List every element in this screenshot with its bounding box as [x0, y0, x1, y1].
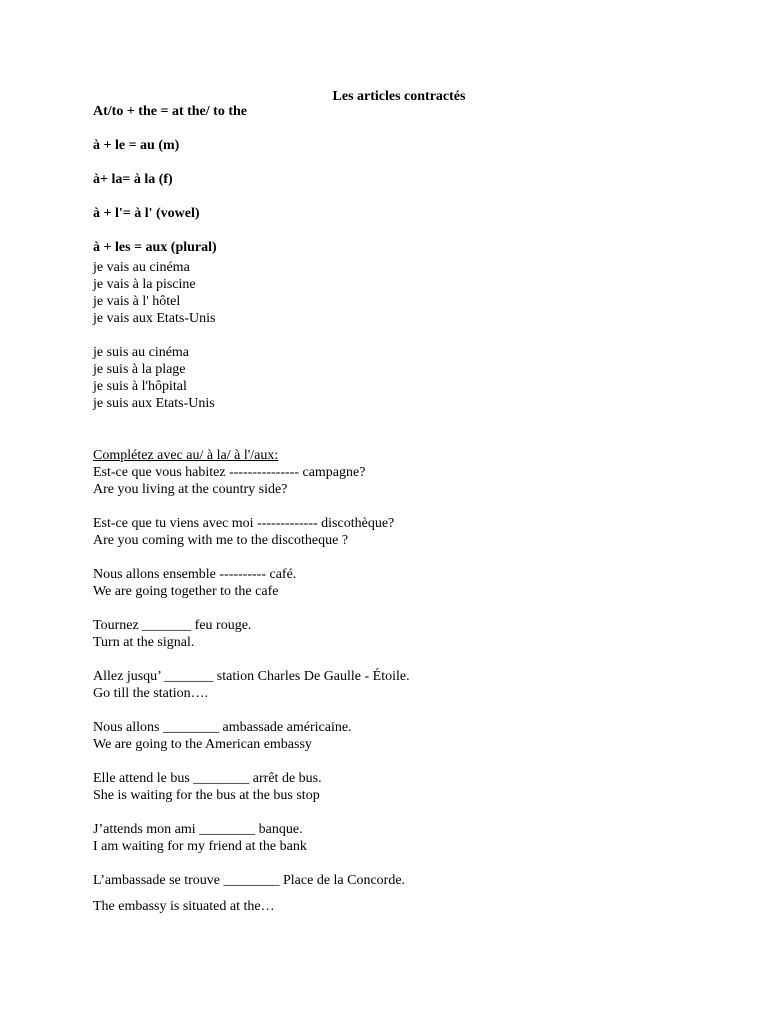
rule-line: à + le = au (m) [93, 138, 180, 153]
document-body [93, 103, 733, 915]
example-line: je vais au cinéma [93, 260, 190, 275]
exercise-french: Nous allons ensemble ---------- café. [93, 567, 297, 582]
rule-line: à + l'= à l' (vowel) [93, 206, 200, 221]
exercise-english: We are going to the American embassy [93, 737, 312, 752]
exercise-english: Go till the station…. [93, 686, 209, 701]
exercise-french: Allez jusqu’ _______ station Charles De Gaulle - Étoile. [93, 669, 410, 684]
exercise-english: I am waiting for my friend at the bank [93, 839, 307, 854]
exercise-french: Est-ce que vous habitez --------------- campagne? [93, 465, 366, 480]
example-line: je suis à l'hôpital [93, 379, 187, 394]
exercise-english: We are going together to the cafe [93, 584, 279, 599]
rule-line: At/to + the = at the/ to the [93, 104, 247, 119]
exercise-french: Nous allons ________ ambassade américaine. [93, 720, 352, 735]
exercise-english: The embassy is situated at the… [93, 899, 275, 914]
example-line: je vais aux Etats-Unis [93, 311, 216, 326]
examples-etre [93, 344, 733, 412]
exercise-heading: Complétez avec au/ à la/ à l'/aux: [93, 448, 279, 463]
exercise-french: L’ambassade se trouve ________ Place de la Concorde. [93, 873, 406, 888]
rule-line: à + les = aux (plural) [93, 240, 217, 255]
exercise-french: Elle attend le bus ________ arrêt de bus. [93, 771, 322, 786]
example-line: je suis au cinéma [93, 345, 190, 360]
exercise-english: She is waiting for the bus at the bus stop [93, 788, 320, 803]
example-line: je suis aux Etats-Unis [93, 396, 215, 411]
examples-aller [93, 259, 733, 327]
exercise-english: Are you living at the country side? [93, 482, 288, 497]
exercise-french: J’attends mon ami ________ banque. [93, 822, 303, 837]
rule-line: à+ la= à la (f) [93, 172, 173, 187]
example-line: je vais à l' hôtel [93, 294, 181, 309]
rules-section [93, 103, 733, 256]
exercise-french: Tournez _______ feu rouge. [93, 618, 252, 633]
exercise-english: Turn at the signal. [93, 635, 195, 650]
example-line: je suis à la plage [93, 362, 186, 377]
exercise-list [93, 464, 733, 915]
exercise-english: Are you coming with me to the discotheque ? [93, 533, 349, 548]
example-line: je vais à la piscine [93, 277, 196, 292]
exercise-french: Est-ce que tu viens avec moi ------------- discothèque? [93, 516, 395, 531]
page-title: Les articles contractés [332, 89, 466, 104]
